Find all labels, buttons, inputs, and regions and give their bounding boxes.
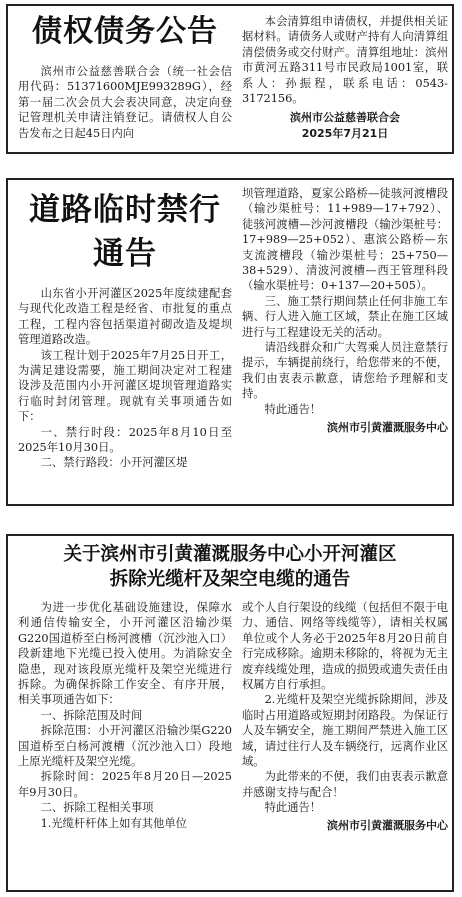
notice3-right-paragraph: 为此带来的不便，我们由衷表示歉意并感谢支持与配合！: [242, 770, 448, 799]
notice3-left-paragraph: 一、拆除范围及时间: [40, 708, 143, 722]
notice3-left-paragraph: 二、拆除工程相关事项: [40, 801, 154, 815]
notice2-right-paragraph: 请沿线群众和广大驾乘人员注意禁行提示，车辆提前绕行，给您带来的不便，我们由衷表示歉意，请您给予理解和支持。: [242, 341, 448, 401]
notice3-right-continuation: 或个人自行架设的线缆（包括但不限于电力、通信、网络等线缆等），请相关权属单位或个人务必于2025年8月20日前自行完成移除。逾期未移除的，将视为无主废弃线缆处理，造成的损毁或遗失责任由权属方自行承担。: [242, 601, 448, 692]
notice3-right-column: [242, 600, 448, 833]
notice1-date: 2025年7月21日: [301, 126, 389, 140]
notice3-left-column: [18, 600, 232, 831]
notice-debt-claims: [6, 4, 454, 154]
notice3-title-line1: 关于滨州市引黄灌溉服务中心小开河灌区: [63, 544, 397, 565]
notice1-right-column: [242, 14, 448, 141]
notice3-title: [8, 542, 452, 592]
notice1-title: 债权债务公告: [32, 14, 218, 49]
notice2-right-column: [242, 186, 448, 436]
notice3-right-paragraph: 2.光缆杆及架空光缆拆除期间，涉及临时占用道路或短期封闭路段。为保证行人及车辆安全，施工期间严禁进入施工区域，请过往行人及车辆绕行，远离作业区域。: [242, 693, 448, 769]
notice2-left-paragraph: 二、禁行路段：小开河灌区堤: [40, 456, 188, 470]
notice2-signature: 滨州市引黄灌溉服务中心: [327, 421, 448, 435]
notice2-title: 道路临时禁行通告: [29, 192, 221, 272]
notice2-left-paragraph: 该工程计划于2025年7月25日开工，为满足建设需要，施工期间决定对工程建设涉及范围内小开河灌区堤坝管理道路实行临时封闭管理。现就有关事项通告如下：: [18, 348, 232, 424]
notice2-left-paragraph: 山东省小开河灌区2025年度续建配套与现代化改造工程是经省、市批复的重点工程，工程内容包括渠道衬砌改造及堤坝管理道路改造。: [18, 287, 232, 347]
notice3-left-paragraph: 拆除范围：小开河灌区沿输沙渠G220国道桥至白杨河渡槽（沉沙池入口）段地上原光缆杆及架空光缆。: [18, 724, 232, 769]
notice1-right-body: 本会清算组申请债权，并提供相关证据材料。请债务人或财产持有人向清算组清偿债务或交付财产。清算组地址：滨州市黄河五路311号市民政局1001室，联系人：孙振程，联系电话：0543-3172156。: [242, 15, 448, 106]
notice-cable-removal: [6, 534, 454, 892]
notice3-left-paragraph: 为进一步优化基础设施建设，保障水利通信传输安全，小开河灌区沿输沙渠G220国道桥至白杨河渡槽（沉沙池入口）段新建地下光缆已投入使用。为消除安全隐患，现对该段原光缆杆及架空光缆进行拆除。为确保拆除工作安全、有序开展，相关事项通告如下：: [18, 601, 232, 707]
notice2-right-paragraph: 三、施工禁行期间禁止任何非施工车辆、行人进入施工区域，禁止在施工区域进行与工程建设无关的活动。: [242, 294, 448, 339]
notice3-signature: 滨州市引黄灌溉服务中心: [327, 818, 448, 832]
notice3-left-paragraph: 拆除时间：2025年8月20日—2025年9月30日。: [18, 770, 232, 799]
notice-road-closure: [6, 178, 454, 506]
notice2-right-paragraph: 特此通告！: [264, 402, 322, 416]
notice2-right-continuation: 坝管理道路，夏家公路桥—徒骇河渡槽段（输沙渠桩号：11+989—17+792）、徒骇河渡槽—沙河渡槽段（输沙渠桩号：17+989—25+052）、惠滨公路桥—东支流渡槽段（输沙渠桩号：25+750—38+529）、清波河渡槽—西王管理科段（输水渠桩号：0+137—20+505）。: [242, 187, 448, 293]
notice1-left-body: 滨州市公益慈善联合会（统一社会信用代码：51371600MJE993289G），经第一届二次会员大会表决同意，决定向登记管理机关申请注销登记。请债权人自公告发布之日起45日内向: [18, 65, 232, 140]
notice3-right-paragraph: 特此通告！: [264, 801, 322, 815]
notice1-signature: 滨州市公益慈善联合会: [290, 111, 400, 125]
notice3-title-line2: 拆除光缆杆及架空电缆的通告: [109, 569, 351, 590]
notice2-left-paragraph: 一、禁行时段：2025年8月10日至2025年10月30日。: [18, 425, 232, 455]
notice2-left-column: [18, 188, 232, 471]
notice1-left-column: [18, 12, 232, 141]
notice3-left-paragraph: 1.光缆杆杆体上如有其他单位: [40, 816, 187, 830]
